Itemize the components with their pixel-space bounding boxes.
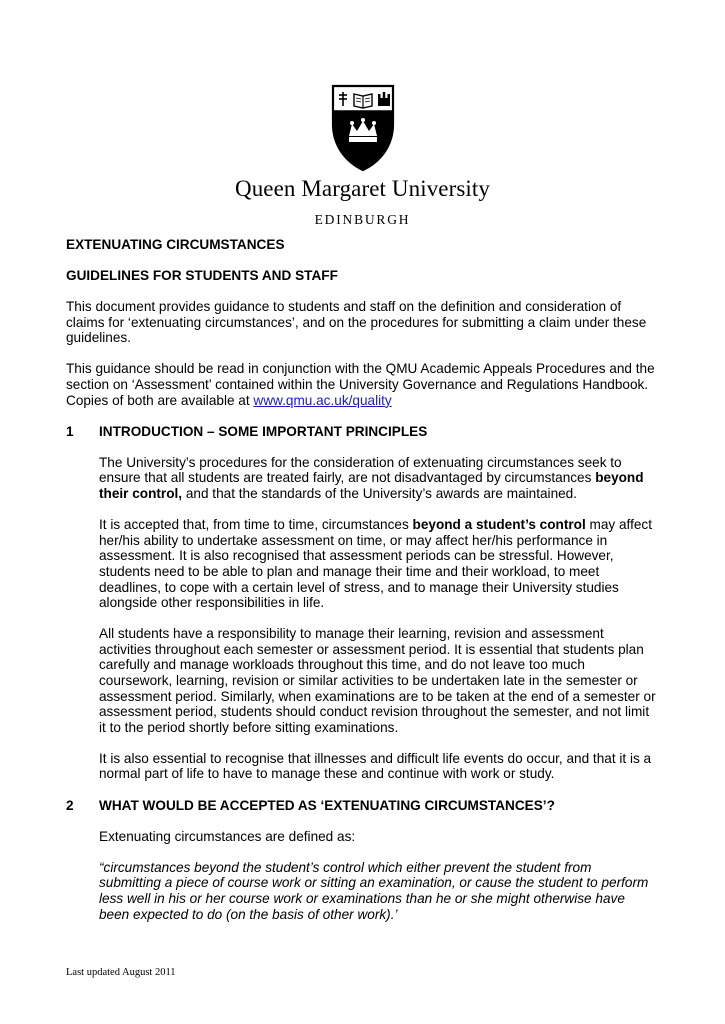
section-1-paragraph-2 — [99, 517, 656, 611]
section-2-paragraph-1: Extenuating circumstances are defined as: — [99, 828, 356, 844]
section-2-quote: “circumstances beyond the student’s control which either prevent the student from submitting a piece of course work or sitting an examination, or cause the student to perform less well in his or her course work or examinations than he or she might otherwise have been expected to do (on the basis of other work).’ — [99, 859, 649, 922]
conjunction-text: This guidance should be read in conjunction with the QMU Academic Appeals Procedures and the section on ‘Assessment’ contained within the University Governance and Regulations Handbook. Copies of both are available at — [66, 361, 655, 408]
section-1-p1-text-b: and that the standards of the University’s awards are maintained. — [182, 486, 578, 502]
document-body — [66, 237, 656, 938]
section-2-heading — [66, 798, 656, 814]
section-1-paragraph-1 — [99, 455, 656, 502]
conjunction-paragraph — [66, 361, 656, 408]
intro-paragraph: This document provides guidance to students and staff on the definition and consideration of claims for ‘extenuating circumstances’, and on the procedures for submitting a claim under these guidelines. — [66, 299, 647, 346]
section-1-p1-text-a: The University’s procedures for the consideration of extenuating circumstances seek to ensure that all students are treated fairly, are not disadvantaged by circumstances — [99, 454, 622, 486]
university-crest-icon — [330, 84, 396, 172]
section-1-body — [99, 455, 656, 782]
section-2-title: WHAT WOULD BE ACCEPTED AS ‘EXTENUATING CIRCUMSTANCES’? — [99, 797, 555, 813]
section-1-p1-bold: beyond their control, — [99, 470, 644, 502]
university-logo — [0, 84, 725, 172]
section-1-p2-bold: beyond a student’s control — [412, 517, 586, 533]
section-1-p2-text-a: It is accepted that, from time to time, circumstances — [99, 517, 413, 533]
footer-updated: Last updated August 2011 — [66, 967, 176, 978]
section-1-paragraph-3: All students have a responsibility to manage their learning, revision and assessment activities throughout each semester or assessment period. It is essential that students plan carefully and manage workloads throughout this time, and do not leave too much coursework, learning, revision or similar activities to be undertaken late in the semester or assessment period. Similarly, when examinations are to be taken at the end of a semester or assessment period, students should conduct revision throughout the semester, and not limit it to the period shortly before sitting examinations. — [99, 626, 656, 735]
quality-link[interactable]: www.qmu.ac.uk/quality — [253, 392, 392, 408]
section-1-title: INTRODUCTION – SOME IMPORTANT PRINCIPLES — [99, 423, 428, 439]
section-1-paragraph-4: It is also essential to recognise that illnesses and difficult life events do occur, and that it is a normal part of life to have to manage these and continue with work or study. — [99, 750, 652, 782]
section-1-heading — [66, 424, 656, 440]
document-title: EXTENUATING CIRCUMSTANCES — [66, 237, 285, 252]
section-1-number: 1 — [66, 423, 74, 439]
section-2-number: 2 — [66, 797, 74, 813]
university-name: Queen Margaret University — [235, 176, 490, 201]
section-1-p2-text-b: may affect her/his ability to undertake assessment on time, or may affect her/his performance in assessment. It is also recognised that assessment periods can be stressful. However, students need to be able to plan and manage their time and their workload, to meet deadlines, to cope with a certain level of stress, and to manage their University studies alongside other responsibilities in life. — [99, 517, 652, 611]
document-subtitle: GUIDELINES FOR STUDENTS AND STAFF — [66, 268, 338, 284]
university-city: EDINBURGH — [314, 212, 411, 227]
section-2-body — [99, 829, 656, 922]
